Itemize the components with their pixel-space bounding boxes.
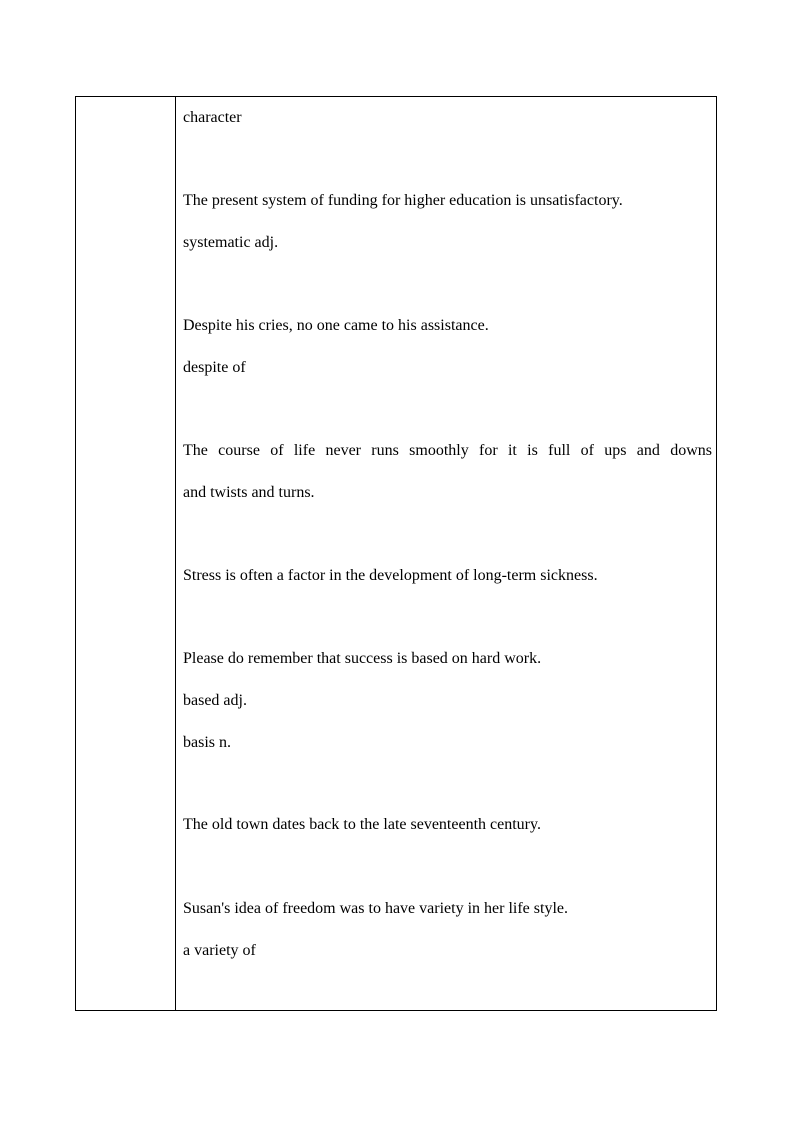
text-line: based adj. <box>183 692 247 709</box>
right-column-cell <box>176 97 716 1010</box>
text-line: The present system of funding for higher education is unsatisfactory. <box>183 192 623 209</box>
left-column-cell <box>76 97 175 1010</box>
text-line: systematic adj. <box>183 234 279 251</box>
text-line: Despite his cries, no one came to his assistance. <box>183 317 489 334</box>
text-line: character <box>183 109 242 126</box>
text-line: Stress is often a factor in the development of long-term sickness. <box>183 567 598 584</box>
text-line: and twists and turns. <box>183 484 315 501</box>
text-line: Susan's idea of freedom was to have variety in her life style. <box>183 900 568 917</box>
text-line: basis n. <box>183 734 231 751</box>
text-line: despite of <box>183 359 246 376</box>
text-line: Please do remember that success is based on hard work. <box>183 650 542 667</box>
text-line: The old town dates back to the late seventeenth century. <box>183 816 541 833</box>
notes-table <box>75 96 717 1011</box>
text-line: a variety of <box>183 942 256 959</box>
text-line: The course of life never runs smoothly for it is full of ups and downs <box>183 442 712 459</box>
